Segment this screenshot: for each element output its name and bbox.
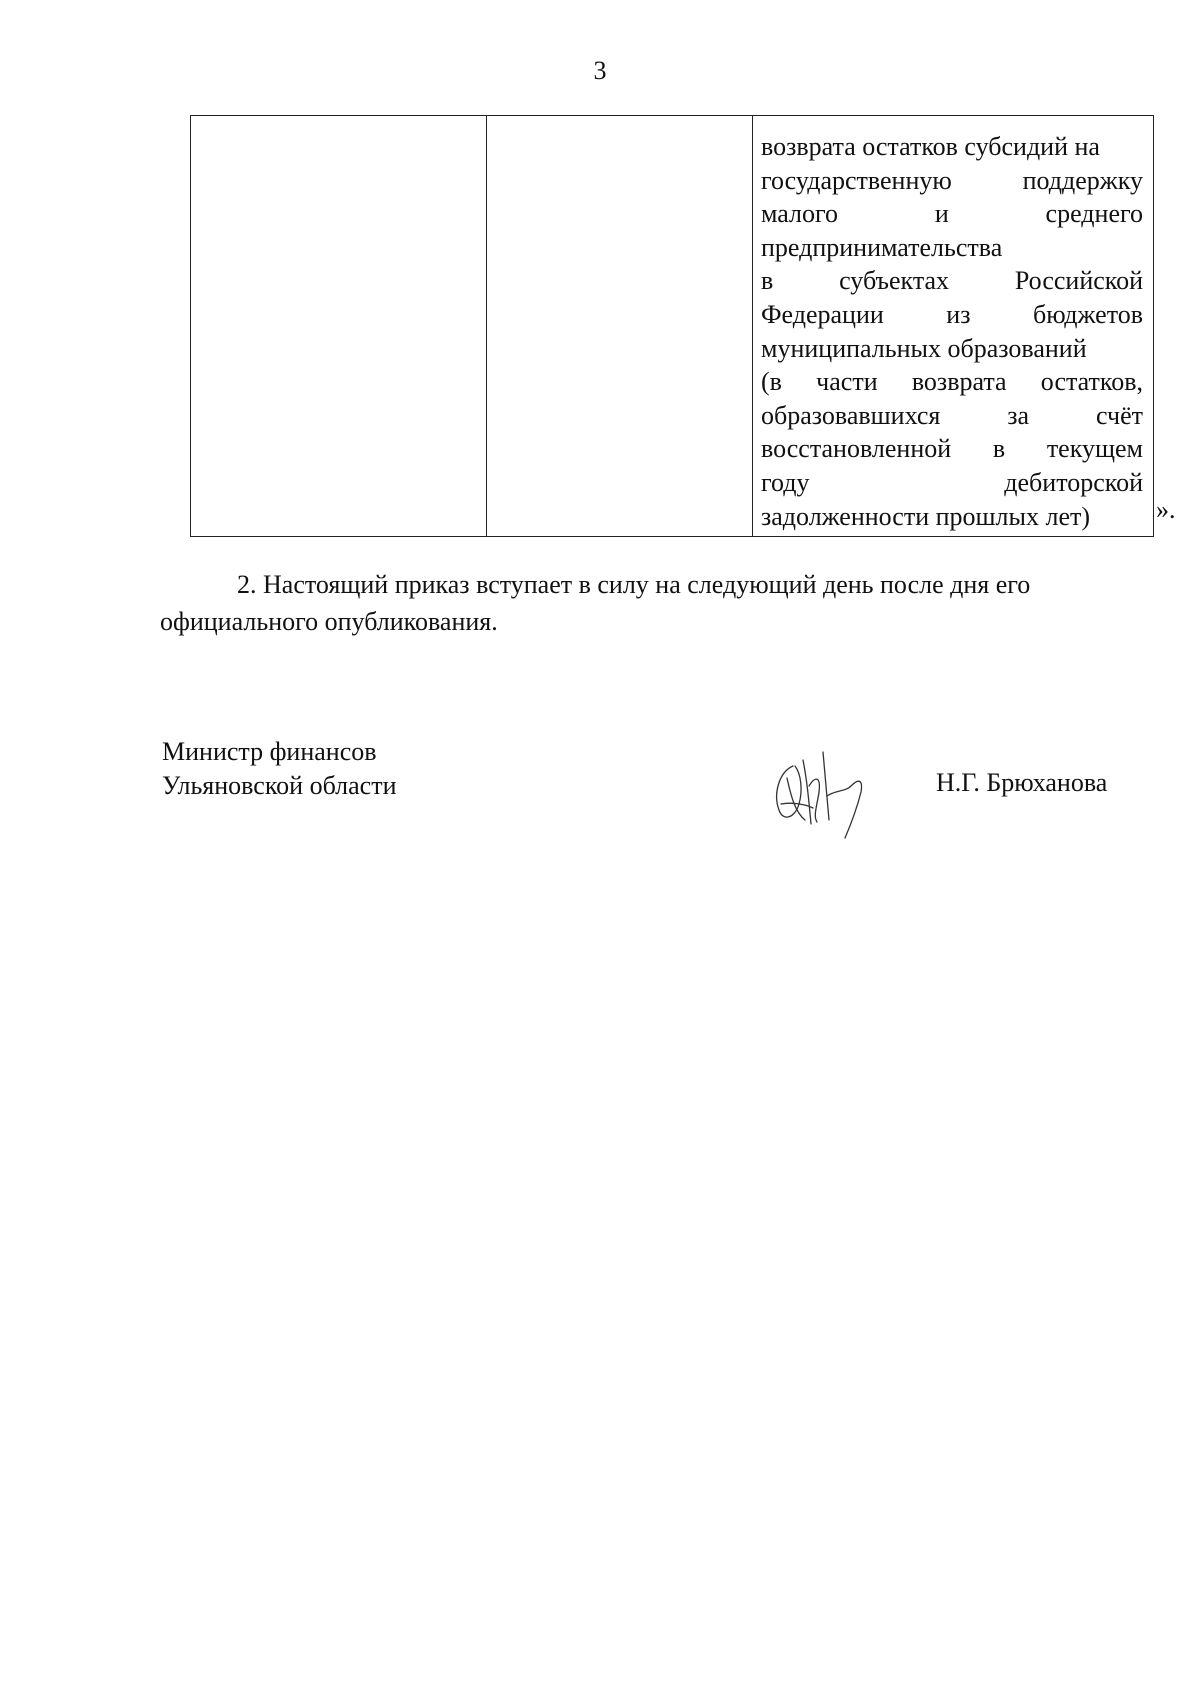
page-number: 3 [593,56,607,85]
signer-name: Н.Г. Брюханова [936,768,1108,797]
cell-line: восстановленной в текущем [761,434,1143,464]
cell-line: государственную поддержку [761,165,1143,195]
cell-line: в субъектах Российской [761,266,1143,296]
cell-line: предпринимательства [761,232,1003,262]
table-cell-text [753,116,1154,537]
signer-title-line: Министр финансов [162,737,377,766]
signer-title-line: Ульяновской области [162,771,397,800]
signer-title [162,735,396,803]
document-table [190,115,1154,537]
table-cell-empty-2 [487,116,753,537]
paragraph-line: 2. Настоящий приказ вступает в силу на следующий день после дня его [237,570,1031,599]
handwritten-signature [765,746,885,841]
paragraph-line: официального опубликования. [160,607,498,636]
cell-line: образовавшихся за счёт [761,400,1143,430]
table-row [191,116,1154,537]
cell-line: малого и среднего [761,199,1143,229]
paragraph-2 [160,566,1140,640]
cell-line: (в части возврата остатков, [761,367,1143,397]
table-cell-text-block [753,116,1153,533]
cell-line: задолженности прошлых лет) [761,501,1091,531]
cell-line: возврата остатков субсидий на [761,132,1100,161]
table-cell-empty-1 [191,116,487,537]
cell-line: году дебиторской [761,467,1143,497]
cell-line: муниципальных образований [761,333,1087,363]
cell-line: Федерации из бюджетов [761,299,1143,329]
closing-quote: ». [1156,495,1176,524]
